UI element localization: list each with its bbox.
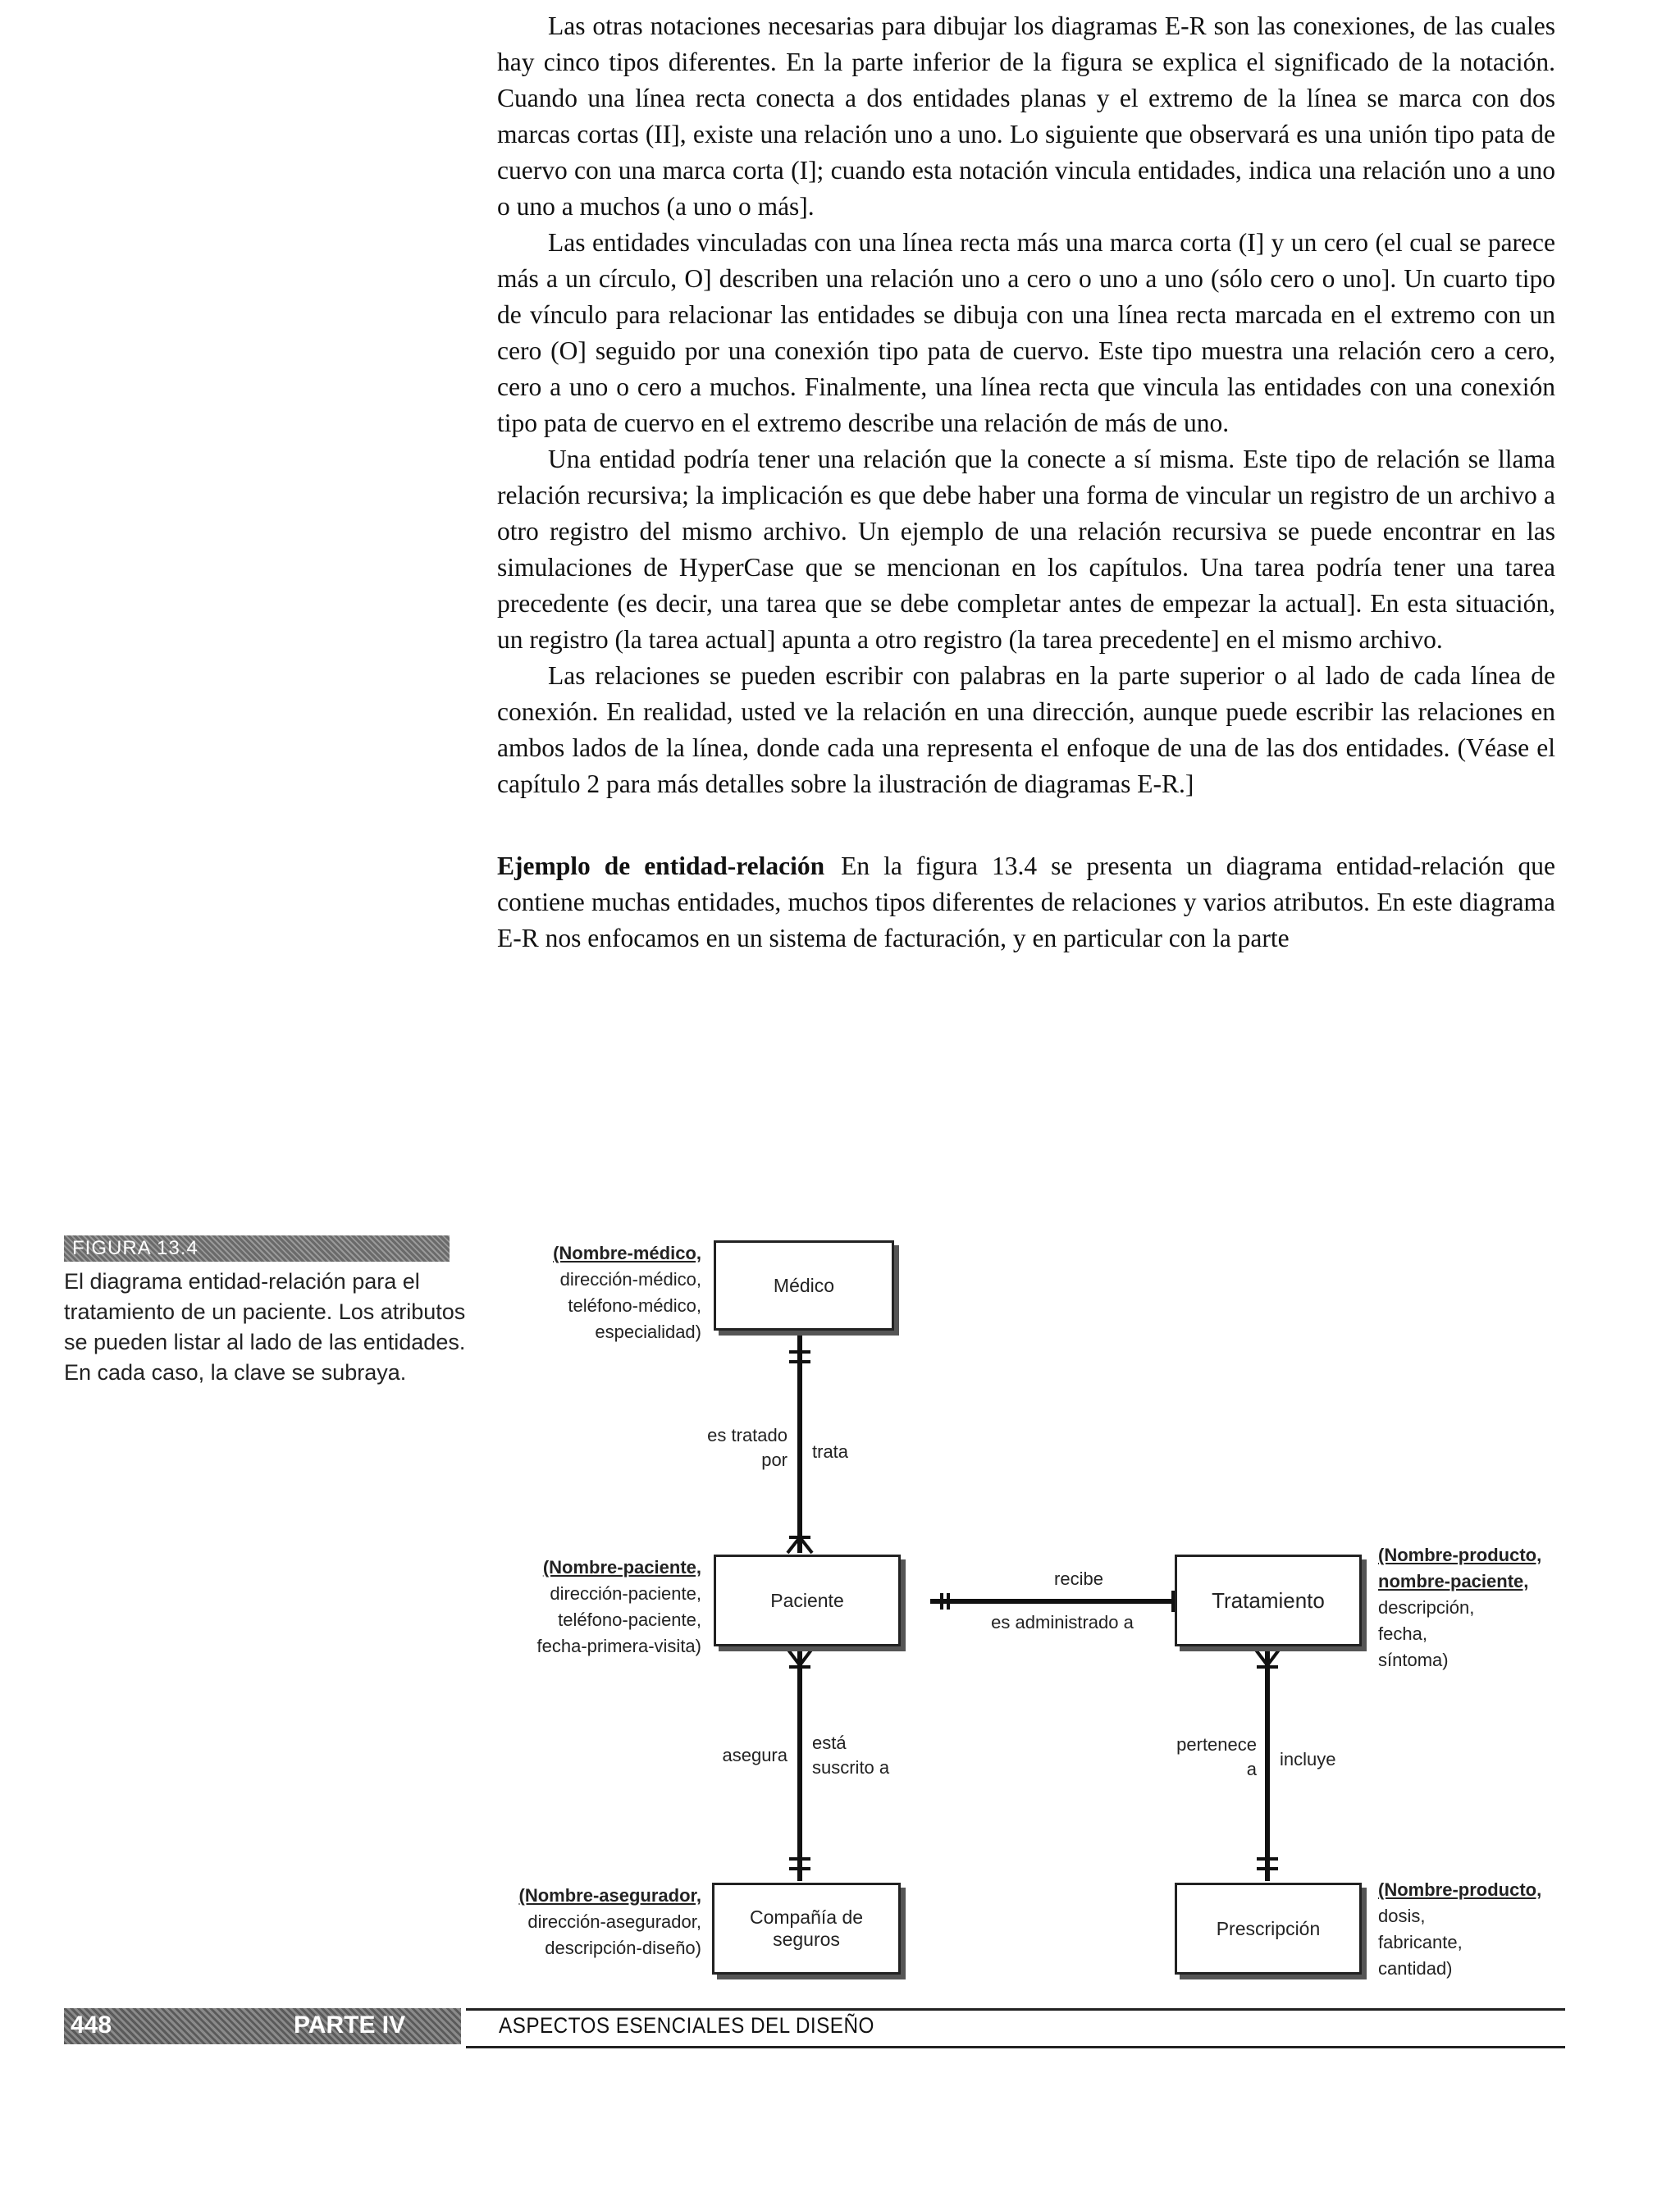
- paragraph-relation-labels: Las relaciones se pueden escribir con palabras en la parte superior o al lado de cada línea de conexión. En realidad, usted ve la relación en una dirección, aunque puede escribir las relaciones en ambos lados de la línea, donde cada una representa el enfoque de una de las dos entidades. (Véase el capítulo 2 para más detalles sobre la ilustración de diagramas E-R.]: [497, 661, 1555, 798]
- attr: fecha-primera-visita): [536, 1636, 701, 1656]
- attr: especialidad): [595, 1322, 701, 1342]
- entity-compania: Compañía de seguros: [712, 1883, 901, 1975]
- attr-key: (Nombre-paciente,: [542, 1557, 701, 1578]
- relation-label: es tratado por: [707, 1425, 788, 1470]
- footer-rule-bottom: [466, 2046, 1565, 2048]
- relation-label: está suscrito a: [812, 1733, 890, 1778]
- paragraph-example: [497, 848, 1555, 957]
- figure-caption-text: El diagrama entidad-relación para el tratamiento de un paciente. Los atributos se pueden listar al lado de las entidades. En cada caso, la clave se subraya.: [64, 1269, 466, 1385]
- attr: teléfono-médico,: [568, 1295, 701, 1316]
- attr: dosis,: [1378, 1906, 1426, 1926]
- attr-key: (Nombre-producto,: [1378, 1879, 1542, 1900]
- attr-key: (Nombre-médico,: [553, 1243, 701, 1263]
- er-diagram: [492, 1222, 1575, 2002]
- attributes-compania: [492, 1883, 701, 1961]
- attr: descripción,: [1378, 1597, 1475, 1618]
- footer-title: ASPECTOS ESENCIALES DEL DISEÑO: [499, 2013, 874, 2038]
- page-number: 448: [71, 2011, 112, 2039]
- relation-label: pertenece a: [1176, 1734, 1257, 1779]
- attr: dirección-asegurador,: [527, 1911, 701, 1932]
- attributes-paciente: [492, 1555, 701, 1660]
- example-heading: Ejemplo de entidad-relación: [497, 852, 825, 880]
- attr-key: (Nombre-producto,: [1378, 1545, 1542, 1565]
- attributes-tratamiento: [1378, 1542, 1575, 1673]
- paragraph-connections: Las otras notaciones necesarias para dibujar los diagramas E-R son las conexiones, de las cuales hay cinco tipos diferentes. En la parte inferior de la figura se explica el significado de la notación. Cuando una línea recta conecta a dos entidades planas y el extremo de la línea se marca con dos marcas cortas (II], existe una relación uno a uno. Lo siguiente que observará es una unión tipo pata de cuervo con una marca corta (I]; cuando esta notación vincula entidades, indica una relación uno a uno o uno a muchos (a uno o más].: [497, 11, 1555, 221]
- page-footer: [64, 2008, 1565, 2049]
- paragraph-recursive: Una entidad podría tener una relación que la conecte a sí misma. Este tipo de relación se llama relación recursiva; la implicación es que debe haber una forma de vincular un registro de un archivo a otro registro del mismo archivo. Un ejemplo de una relación recursiva se puede encontrar en las simulaciones de HyperCase que se mencionan en los capítulos. Una tarea podría tener una tarea precedente (es decir, una tarea que se debe completar antes de empezar la actual]. En esta situación, un registro (la tarea actual] apunta a otro registro (la tarea precedente] en el mismo archivo.: [497, 445, 1555, 654]
- entity-paciente: Paciente: [714, 1555, 901, 1646]
- attr-key: nombre-paciente,: [1378, 1571, 1529, 1591]
- paragraph-zero-links: Las entidades vinculadas con una línea recta más una marca corta (I] y un cero (el cual se parece más a un círculo, O] describen una relación uno a cero o uno a uno (sólo cero o uno]. Un cuarto tipo de vínculo para relacionar las entidades se dibuja con una línea recta marcada en el extremo con un cero (O] seguido por una conexión tipo pata de cuervo. Este tipo muestra una relación cero a cero, cero a uno o cero a muchos. Finalmente, una línea recta que vincula las entidades con una conexión tipo pata de cuervo en el extremo describe una relación de más de uno.: [497, 228, 1555, 437]
- footer-tab: [64, 2008, 461, 2044]
- footer-rule-top: [466, 2008, 1565, 2011]
- attr: fabricante,: [1378, 1932, 1463, 1952]
- example-text: En la figura 13.4 se presenta un diagrama entidad-relación que contiene muchas entidades, muchos tipos diferentes de relaciones y varios atributos. En este diagrama E-R nos enfocamos en un sistema de facturación, y en particular con la parte: [497, 852, 1555, 952]
- attr: fecha,: [1378, 1623, 1427, 1644]
- part-label: PARTE IV: [294, 2011, 406, 2039]
- attr: dirección-médico,: [559, 1269, 701, 1290]
- attributes-medico: [492, 1240, 701, 1345]
- attr: teléfono-paciente,: [558, 1610, 701, 1630]
- attr-key: (Nombre-asegurador,: [518, 1885, 701, 1906]
- attr: descripción-diseño): [545, 1938, 701, 1958]
- attr: síntoma): [1378, 1650, 1449, 1670]
- relation-label: incluye: [1280, 1749, 1336, 1769]
- entity-prescripcion: Prescripción: [1175, 1883, 1362, 1975]
- figure-caption: [64, 1235, 466, 1388]
- attr: dirección-paciente,: [550, 1583, 701, 1604]
- attr: cantidad): [1378, 1958, 1453, 1979]
- figure-label: FIGURA 13.4: [64, 1235, 450, 1262]
- relation-label: recibe: [1054, 1568, 1103, 1589]
- relation-label: asegura: [722, 1745, 788, 1765]
- entity-medico: Médico: [714, 1240, 894, 1331]
- attributes-prescripcion: [1378, 1877, 1575, 1982]
- entity-tratamiento: Tratamiento: [1175, 1555, 1362, 1646]
- body-text: [497, 8, 1555, 957]
- relation-label: trata: [812, 1441, 849, 1462]
- relation-label: es administrado a: [991, 1612, 1134, 1632]
